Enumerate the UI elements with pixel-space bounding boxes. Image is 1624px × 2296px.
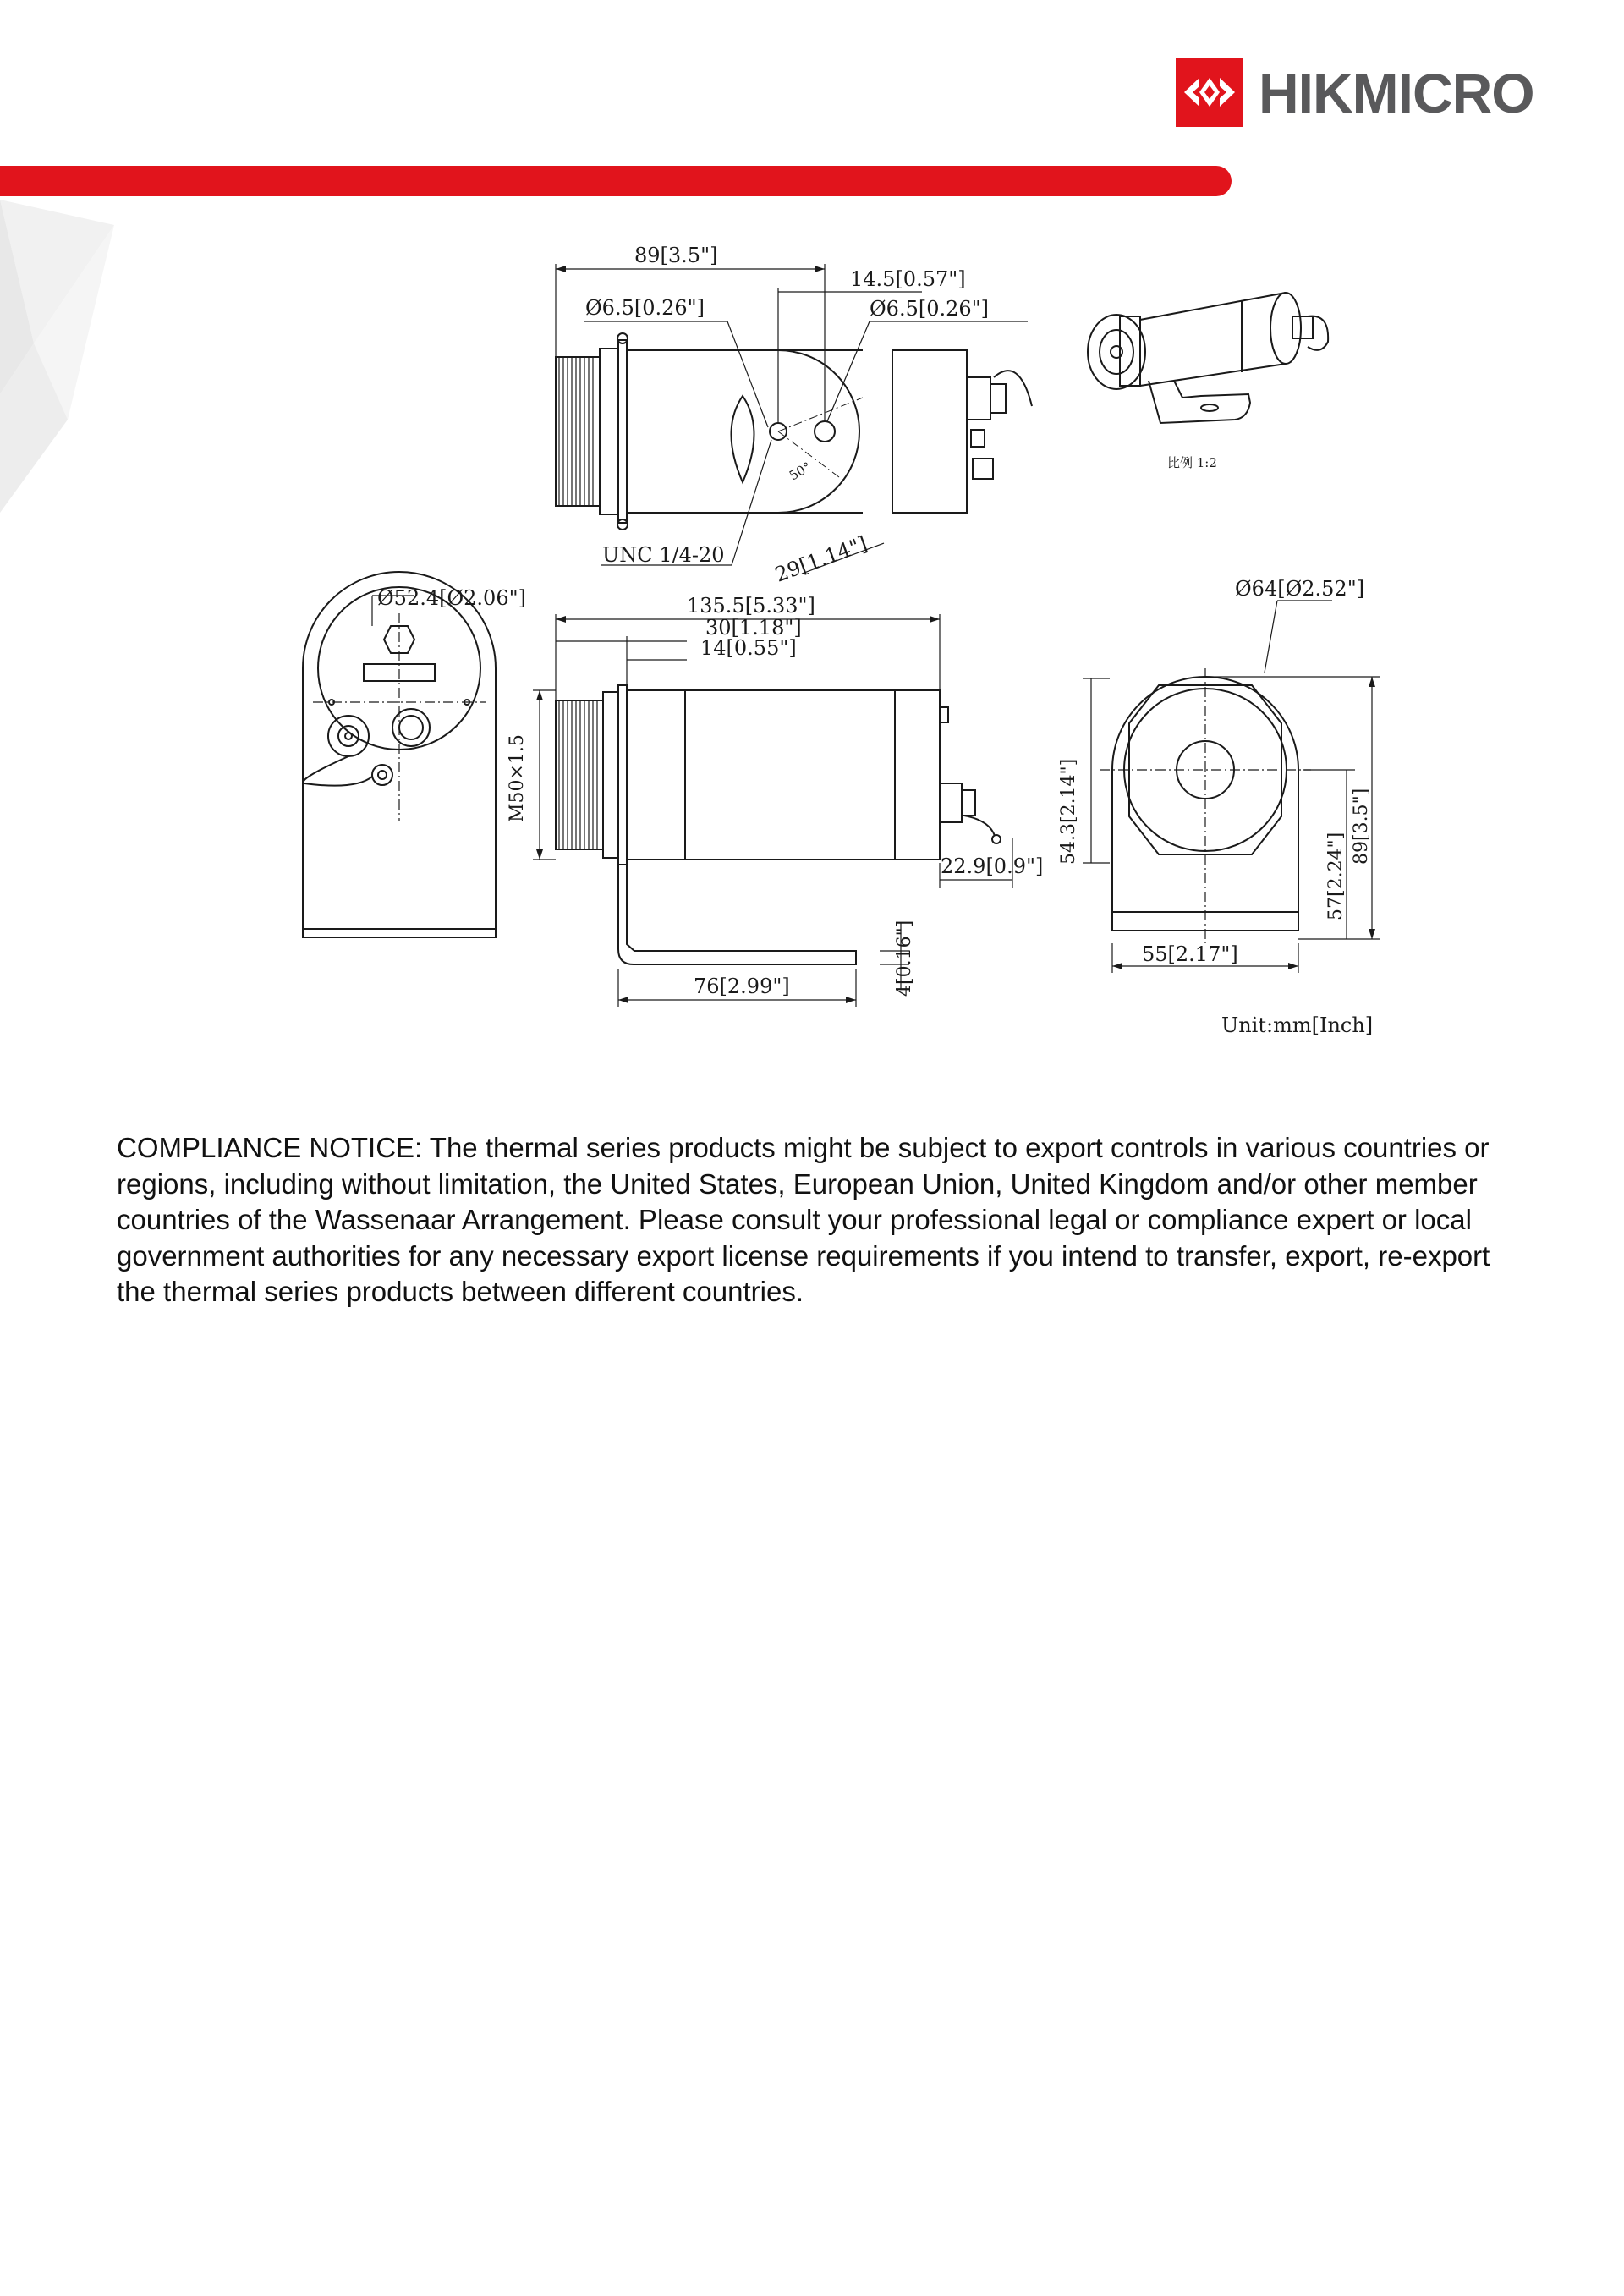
decorative-facets — [0, 200, 127, 521]
dim-total-length: 135.5[5.33"] — [687, 594, 815, 618]
dim-front-diameter: Ø52.4[Ø2.06"] — [377, 586, 526, 610]
scale-note: 比例 1:2 — [1167, 455, 1217, 470]
compliance-notice: COMPLIANCE NOTICE: The thermal series products might be subject to export controls in various countries or regions, including without limitation, the United States, European Union, United Kingdom and/or other member countries of the Wassenaar Arrangement. Please consult your professional legal or compliance expert or local government authorities for any necessary export license requirements if you intend to transfer, export, re-export the thermal series products between different countries. — [117, 1132, 1490, 1307]
isometric-view — [1088, 293, 1328, 423]
dim-flange-inner: 14[0.55"] — [700, 636, 797, 660]
dim-side-height: 54.3[2.14"] — [1058, 758, 1079, 865]
thread-label: M50×1.5 — [507, 734, 528, 822]
dim-spacing: 29[1.14"] — [771, 531, 870, 587]
side-view — [533, 614, 1012, 1007]
dim-rear-center-height: 57[2.24"] — [1325, 832, 1347, 920]
dim-connector: 22.9[0.9"] — [941, 854, 1044, 878]
brand-name: HIKMICRO — [1259, 62, 1534, 124]
dim-offset: 14.5[0.57"] — [850, 267, 966, 291]
thread-spec: UNC 1/4-20 — [602, 543, 725, 567]
hikmicro-logo-mark-icon — [1176, 58, 1243, 127]
dimension-drawing — [254, 228, 1404, 1049]
dim-rear-total-height: 89[3.5"] — [1351, 788, 1372, 865]
dim-length: 89[3.5"] — [634, 244, 718, 267]
dim-angle: 50° — [787, 459, 815, 484]
unit-note: Unit:mm[Inch] — [1221, 1013, 1374, 1037]
front-view — [303, 572, 496, 937]
dim-bracket-length: 76[2.99"] — [694, 975, 790, 998]
dim-rear-diameter: Ø64[Ø2.52"] — [1235, 577, 1365, 601]
dim-flange: 30[1.18"] — [705, 616, 802, 640]
header-red-bar — [0, 166, 1232, 196]
dim-hole-right: Ø6.5[0.26"] — [870, 297, 990, 321]
dim-bracket-thickness: 4[0.16"] — [894, 920, 915, 997]
dim-bracket-width: 55[2.17"] — [1142, 942, 1238, 966]
dim-hole-left: Ø6.5[0.26"] — [585, 296, 705, 320]
brand-logo — [1176, 58, 1541, 127]
